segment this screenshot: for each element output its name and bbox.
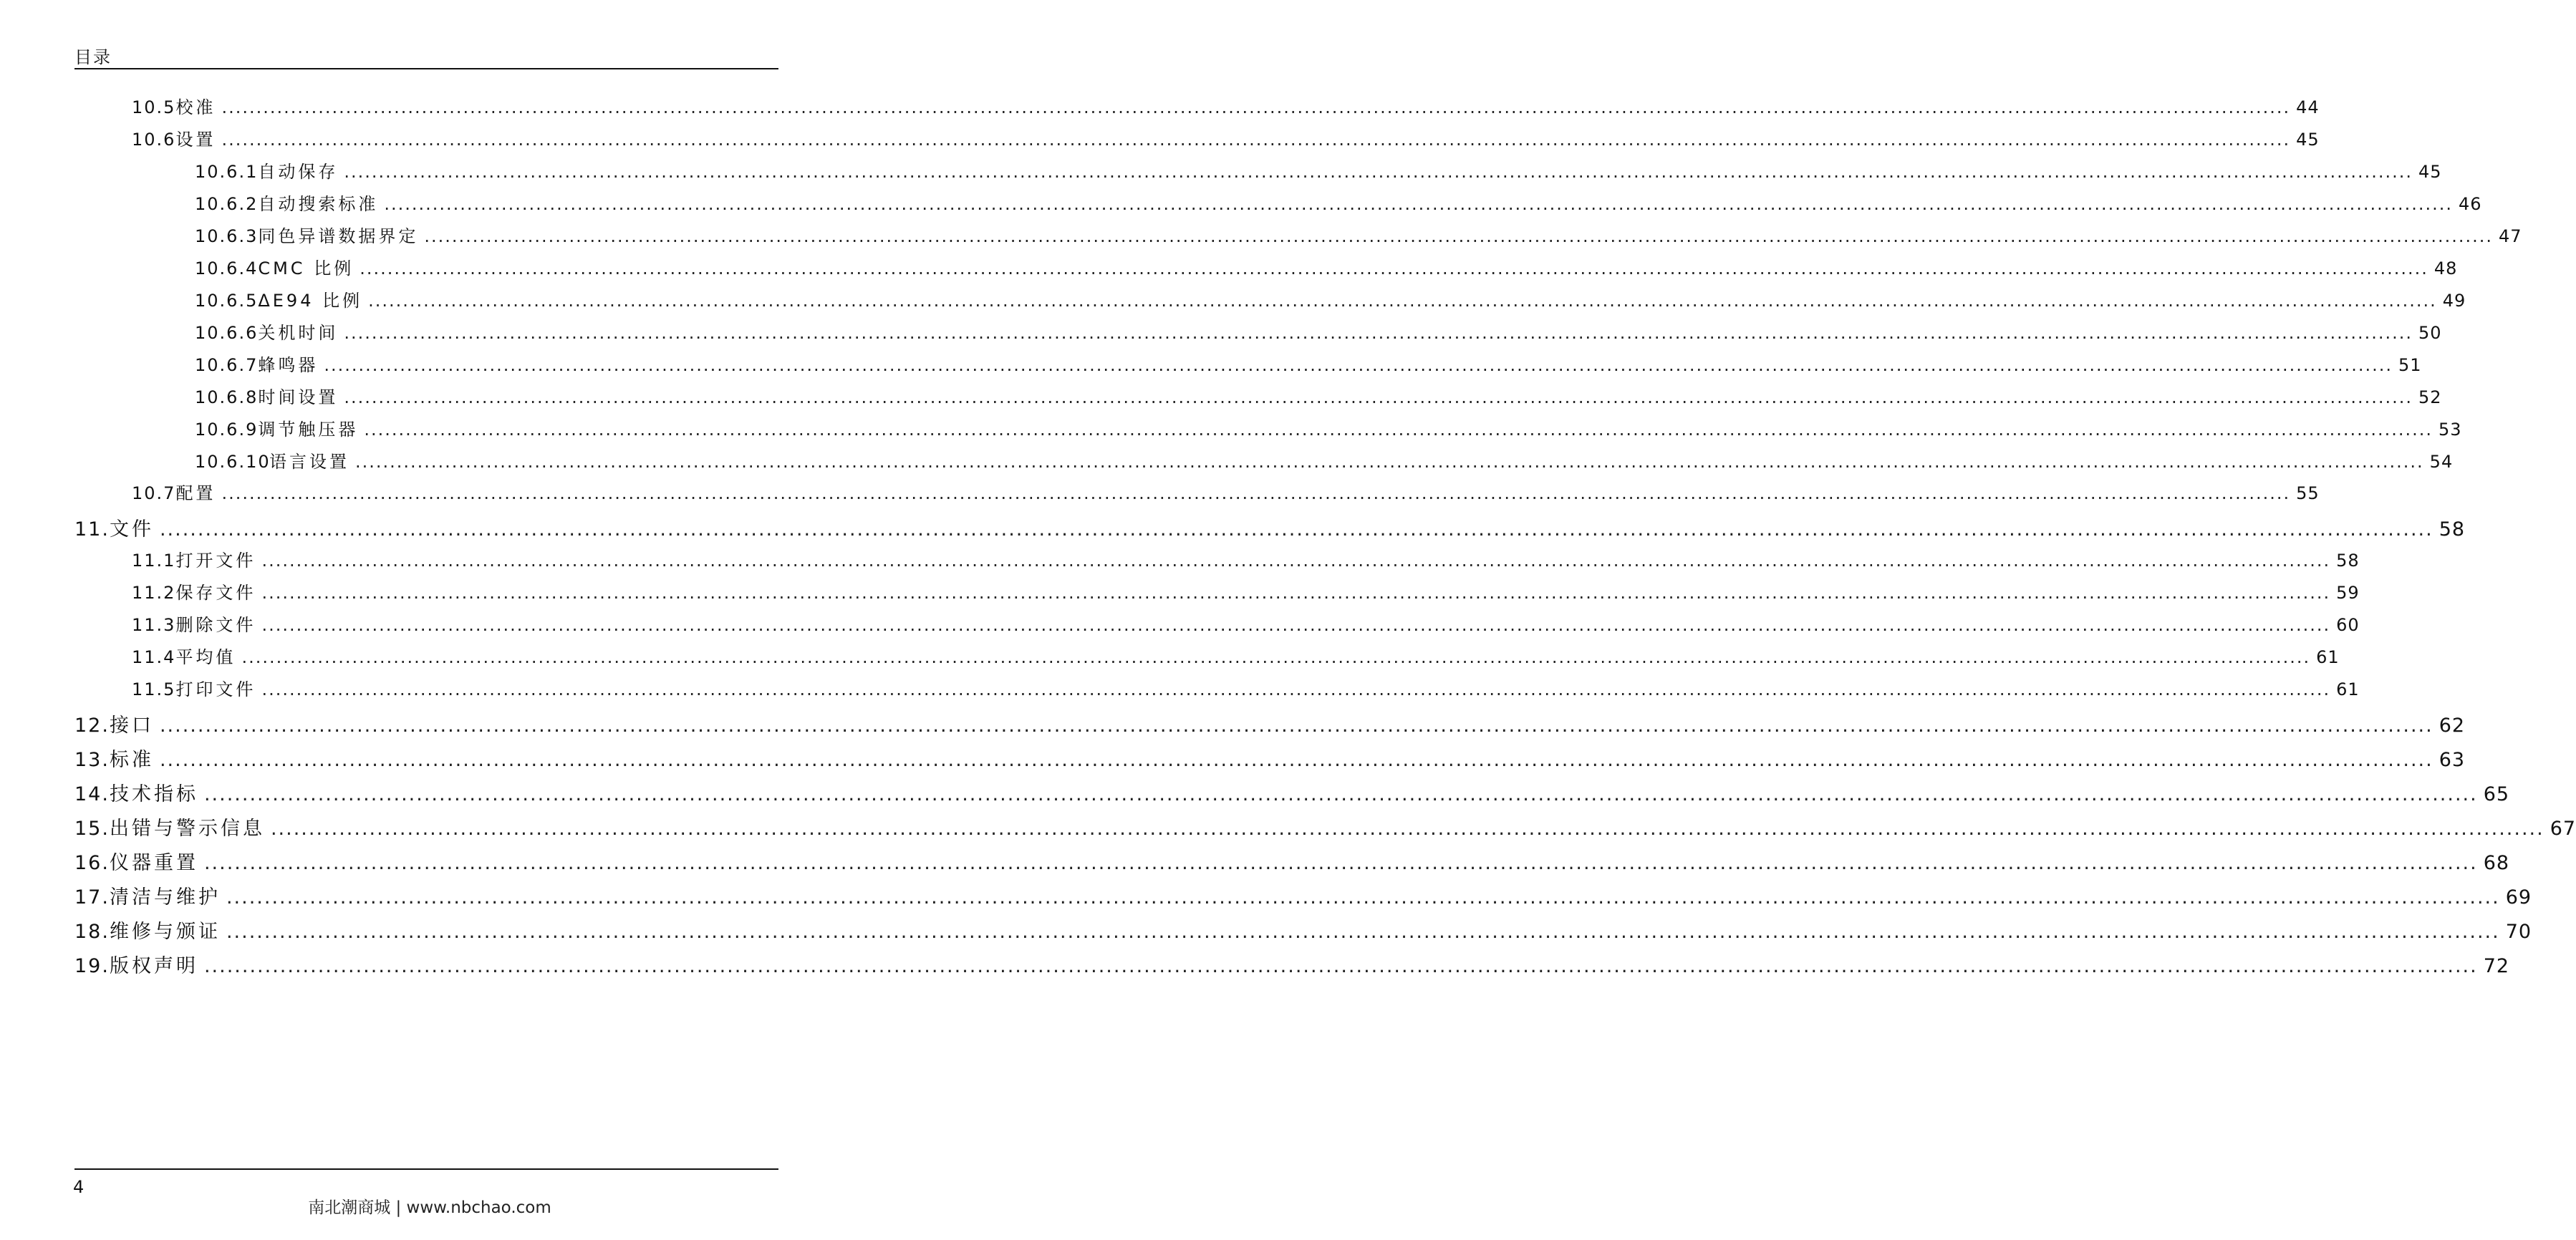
- toc-entry-page: 62: [2438, 715, 2466, 737]
- toc-entry-page: 58: [2336, 551, 2360, 571]
- toc-entry[interactable]: [195, 190, 2482, 215]
- toc-entry-page: 61: [2336, 679, 2360, 699]
- toc-entry[interactable]: [195, 415, 2462, 440]
- toc-entry-title: 设置: [175, 130, 216, 150]
- toc-entry-title: 文件: [109, 518, 154, 541]
- toc-entry-page: 63: [2438, 749, 2466, 771]
- toc-entry-number: 11.5: [132, 679, 176, 699]
- toc-entry-number: 11.2: [132, 583, 176, 603]
- toc-entry[interactable]: [195, 222, 2522, 247]
- toc-dot-leader: ............................................................................................................................................................................................................................................................................................................: [261, 615, 2331, 635]
- toc-entry-number: 10.6.6: [195, 323, 259, 343]
- toc-dot-leader: ............................................................................................................................................................................................................................................................................................................: [344, 323, 2413, 343]
- toc-dot-leader: ............................................................................................................................................................................................................................................................................................................: [261, 583, 2331, 603]
- toc-entry[interactable]: [195, 447, 2454, 473]
- footer-rule: [74, 1168, 778, 1170]
- toc-dot-leader: ............................................................................................................................................................................................................................................................................................................: [344, 387, 2413, 407]
- toc-entry-title: 自动保存: [258, 162, 339, 182]
- toc-entry-page: 59: [2336, 583, 2360, 603]
- toc-dot-leader: ............................................................................................................................................................................................................................................................................................................: [261, 679, 2331, 699]
- page-number: 4: [73, 1177, 85, 1197]
- toc-entry[interactable]: [74, 916, 2532, 944]
- toc-entry-title: ΔE94 比例: [258, 291, 363, 311]
- toc-entry-number: 13.: [74, 749, 110, 771]
- toc-entry-number: 10.6.8: [195, 387, 259, 407]
- toc-entry-number: 11.4: [132, 647, 176, 667]
- toc-entry-page: 68: [2483, 852, 2510, 874]
- toc-entry-page: 48: [2433, 258, 2458, 278]
- toc-entry-title: CMC 比例: [258, 258, 354, 278]
- toc-dot-leader: ............................................................................................................................................................................................................................................................................................................: [226, 921, 2500, 943]
- toc-dot-leader: ............................................................................................................................................................................................................................................................................................................: [324, 355, 2393, 375]
- toc-entry-title: 出错与警示信息: [109, 818, 265, 840]
- toc-entry-number: 18.: [74, 921, 110, 943]
- toc-dot-leader: ............................................................................................................................................................................................................................................................................................................: [203, 955, 2478, 977]
- toc-entry-page: 54: [2429, 452, 2454, 472]
- toc-dot-leader: ............................................................................................................................................................................................................................................................................................................: [424, 226, 2494, 246]
- toc-entry[interactable]: [195, 319, 2442, 344]
- toc-entry-title: 打印文件: [175, 679, 256, 699]
- toc-entry-number: 14.: [74, 783, 110, 805]
- toc-dot-leader: ............................................................................................................................................................................................................................................................................................................: [221, 130, 2291, 150]
- toc-dot-leader: ............................................................................................................................................................................................................................................................................................................: [384, 194, 2454, 214]
- toc-entry-page: 44: [2296, 97, 2320, 117]
- toc-entry-page: 52: [2418, 387, 2442, 407]
- toc-entry-page: 65: [2483, 783, 2510, 805]
- toc-entry-title: 蜂鸣器: [258, 355, 319, 375]
- toc-dot-leader: ............................................................................................................................................................................................................................................................................................................: [368, 291, 2437, 311]
- toc-entry-title: 技术指标: [109, 783, 198, 805]
- toc-entry-page: 70: [2505, 921, 2532, 943]
- toc-entry[interactable]: [195, 286, 2466, 311]
- toc-entry[interactable]: [132, 578, 2360, 604]
- toc-entry[interactable]: [195, 254, 2458, 279]
- toc-entry-page: 45: [2418, 162, 2442, 182]
- toc-entry-number: 10.6.3: [195, 226, 259, 246]
- toc-entry[interactable]: [132, 643, 2340, 668]
- toc-entry[interactable]: [74, 744, 2466, 772]
- toc-entry-number: 10.6.5: [195, 291, 259, 311]
- toc-entry-number: 16.: [74, 852, 110, 874]
- toc-entry-number: 10.6.7: [195, 355, 259, 375]
- toc-entry[interactable]: [132, 546, 2360, 571]
- toc-entry-title: 语言设置: [269, 452, 349, 472]
- site-watermark: 南北潮商城 | www.nbchao.com: [308, 1198, 551, 1217]
- toc-entry-title: 版权声明: [109, 955, 198, 977]
- toc-dot-leader: ............................................................................................................................................................................................................................................................................................................: [159, 749, 2433, 771]
- toc-entry-number: 11.1: [132, 551, 176, 571]
- toc-entry-title: 时间设置: [258, 387, 339, 407]
- toc-dot-leader: ............................................................................................................................................................................................................................................................................................................: [159, 715, 2433, 737]
- toc-entry-page: 60: [2336, 615, 2360, 635]
- toc-entry-title: 保存文件: [175, 583, 256, 603]
- toc-entry-number: 10.6.10: [195, 452, 271, 472]
- toc-entry-number: 10.6.1: [195, 162, 259, 182]
- toc-entry-page: 55: [2296, 483, 2320, 503]
- toc-entry[interactable]: [74, 778, 2510, 806]
- toc-entry-number: 19.: [74, 955, 110, 977]
- toc-entry-title: 打开文件: [175, 551, 256, 571]
- toc-entry-page: 58: [2438, 518, 2466, 541]
- toc-entry-title: 仪器重置: [109, 852, 198, 874]
- toc-entry-title: 平均值: [175, 647, 236, 667]
- toc-dot-leader: ............................................................................................................................................................................................................................................................................................................: [360, 258, 2428, 278]
- toc-entry[interactable]: [132, 479, 2320, 504]
- toc-entry-number: 12.: [74, 715, 110, 737]
- toc-entry-title: 接口: [109, 715, 154, 737]
- toc-entry-page: 61: [2316, 647, 2340, 667]
- toc-entry[interactable]: [195, 383, 2442, 408]
- toc-dot-leader: ............................................................................................................................................................................................................................................................................................................: [270, 818, 2544, 840]
- toc-dot-leader: ............................................................................................................................................................................................................................................................................................................: [355, 452, 2424, 472]
- toc-entry-title: 自动搜索标准: [258, 194, 379, 214]
- toc-entry-title: 维修与颁证: [109, 921, 221, 943]
- header-rule: [74, 68, 778, 69]
- toc-entry-number: 10.7: [132, 483, 176, 503]
- toc-entry[interactable]: [195, 351, 2422, 376]
- toc-entry-title: 调节触压器: [258, 420, 359, 440]
- toc-entry-number: 10.6.2: [195, 194, 259, 214]
- toc-entry-page: 46: [2459, 194, 2482, 214]
- toc-entry-page: 47: [2499, 226, 2522, 246]
- toc-entry-title: 关机时间: [258, 323, 339, 343]
- toc-entry-page: 45: [2296, 130, 2320, 150]
- toc-entry-page: 72: [2483, 955, 2510, 977]
- toc-dot-leader: ............................................................................................................................................................................................................................................................................................................: [221, 483, 2291, 503]
- toc-entry-page: 49: [2442, 291, 2466, 311]
- toc-entry-number: 15.: [74, 818, 110, 840]
- toc-dot-leader: ............................................................................................................................................................................................................................................................................................................: [226, 886, 2500, 909]
- toc-entry-title: 标准: [109, 749, 154, 771]
- toc-entry-title: 清洁与维护: [109, 886, 221, 909]
- toc-entry-title: 配置: [175, 483, 216, 503]
- toc-entry[interactable]: [132, 125, 2320, 150]
- page-header-title: 目录: [74, 47, 112, 67]
- toc-entry-number: 17.: [74, 886, 110, 909]
- toc-entry[interactable]: [74, 950, 2510, 978]
- toc-entry[interactable]: [74, 881, 2532, 909]
- toc-dot-leader: ............................................................................................................................................................................................................................................................................................................: [221, 97, 2291, 117]
- toc-entry-number: 10.6.9: [195, 420, 259, 440]
- toc-entry[interactable]: [74, 513, 2466, 541]
- toc-entry-title: 同色异谱数据界定: [258, 226, 419, 246]
- toc-entry-page: 50: [2418, 323, 2442, 343]
- toc-entry-page: 67: [2550, 818, 2576, 840]
- toc-entry-page: 53: [2438, 420, 2462, 440]
- toc-entry[interactable]: [74, 709, 2466, 737]
- toc-entry[interactable]: [132, 675, 2360, 700]
- toc-dot-leader: ............................................................................................................................................................................................................................................................................................................: [241, 647, 2311, 667]
- toc-entry-number: 11.3: [132, 615, 176, 635]
- toc-dot-leader: ............................................................................................................................................................................................................................................................................................................: [203, 783, 2478, 805]
- toc-entry-title: 校准: [175, 97, 216, 117]
- toc-entry[interactable]: [74, 813, 2576, 841]
- toc-entry[interactable]: [74, 847, 2510, 875]
- toc-entry-page: 69: [2505, 886, 2532, 909]
- toc-entry-title: 删除文件: [175, 615, 256, 635]
- toc-dot-leader: ............................................................................................................................................................................................................................................................................................................: [344, 162, 2413, 182]
- toc-entry-number: 10.5: [132, 97, 176, 117]
- toc-entry-page: 51: [2398, 355, 2422, 375]
- toc-entry-number: 10.6: [132, 130, 176, 150]
- toc-dot-leader: ............................................................................................................................................................................................................................................................................................................: [364, 420, 2433, 440]
- toc-dot-leader: ............................................................................................................................................................................................................................................................................................................: [159, 518, 2433, 541]
- toc-entry[interactable]: [132, 93, 2320, 118]
- toc-entry[interactable]: [132, 611, 2360, 636]
- toc-dot-leader: ............................................................................................................................................................................................................................................................................................................: [203, 852, 2478, 874]
- toc-entry-number: 10.6.4: [195, 258, 259, 278]
- toc-entry-number: 11.: [74, 518, 110, 541]
- toc-dot-leader: ............................................................................................................................................................................................................................................................................................................: [261, 551, 2331, 571]
- toc-entry[interactable]: [195, 158, 2442, 183]
